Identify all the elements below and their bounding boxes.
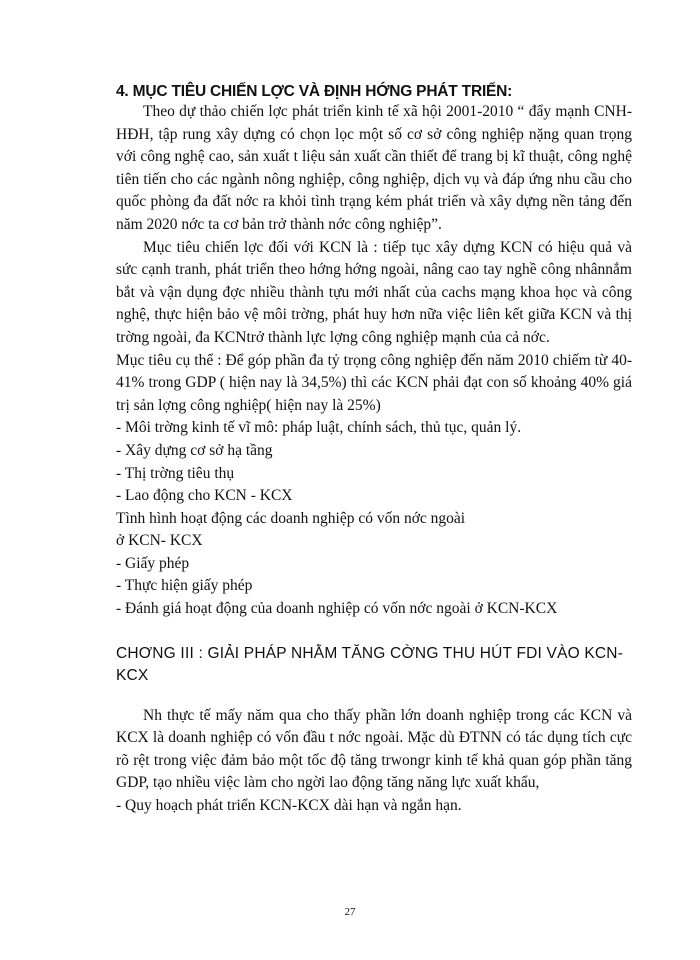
- list-item: Tình hình hoạt động các doanh nghiệp có vốn nớc ngoài: [116, 509, 466, 527]
- list-item: - Thị trờng tiêu thụ: [116, 464, 235, 482]
- list-item: - Thực hiện giấy phép: [116, 577, 253, 595]
- list-item: - Lao động cho KCN - KCX: [116, 487, 293, 505]
- page-content: [116, 83, 632, 818]
- paragraph-specific-goals: Mục tiêu cụ thể : Để góp phần đa tỷ trọng công nghiệp đến năm 2010 chiếm từ 40-41% trong GDP ( hiện nay là 34,5%) thì các KCN phải đạt con số khoảng 40% giá trị sản lợng công nghiệp( hiện nay là 25%): [116, 351, 632, 414]
- list-item: - Đánh giá hoạt động của doanh nghiệp có vốn nớc ngoài ở KCN-KCX: [116, 600, 558, 618]
- paragraph-kcn-goals: Mục tiêu chiến lợc đối với KCN là : tiếp tục xây dựng KCN có hiệu quả và sức cạnh tranh, phát triển theo hớng hớng ngoài, nâng cao tay nghề công nhânnắm bắt và vận dụng đợc nhiều thành tựu mới nhất của cachs mạng khoa học và công nghệ, thực hiện bảo vệ môi trờng, phát huy hơn nữa việc liên kết giữa KCN và thị trờng ngoài, đa KCNtrở thành lực lợng công nghiệp mạnh của cả nớc.: [116, 238, 632, 346]
- list-item: - Quy hoạch phát triển KCN-KCX dài hạn và ngắn hạn.: [116, 797, 462, 815]
- page-number: 27: [344, 906, 356, 918]
- list-item: - Xây dựng cơ sở hạ tầng: [116, 441, 273, 459]
- paragraph-chapter-intro: Nh thực tế mấy năm qua cho thấy phần lớn doanh nghiệp trong các KCN và KCX là doanh nghiệp có vốn đầu t nớc ngoài. Mặc dù ĐTNN có tác dụng tích cực rõ rệt trong việc đảm bảo một tốc độ tăng trwongr kinh tế khả quan góp phần tăng GDP, tạo nhiều việc làm cho ngời lao động tăng năng lực xuất khẩu,: [116, 706, 632, 792]
- paragraph-strategy-draft: Theo dự thảo chiến lợc phát triển kinh tế xã hội 2001-2010 “ đẩy mạnh CNH-HĐH, tập rung xây dựng có chọn lọc một số cơ sở công nghiệp nặng quan trọng với công nghệ cao, sản xuất t liệu sản xuất cần thiết để trang bị kĩ thuật, công nghệ tiên tiến cho các ngành nông nghiệp, công nghiệp, dịch vụ và đáp ứng nhu cầu cho quốc phòng đa đất nớc ra khỏi tình trạng kém phát triển và xây dựng nền tảng đến năm 2020 nớc ta cơ bản trở thành nớc công nghiệp”.: [116, 103, 632, 233]
- section-heading: 4. MỤC TIÊU CHIẾN LỢC VÀ ĐỊNH HỚNG PHÁT TRIỂN:: [116, 83, 513, 100]
- list-item: ở KCN- KCX: [116, 532, 203, 550]
- list-item: - Môi trờng kinh tế vĩ mô: pháp luật, chính sách, thủ tục, quản lý.: [116, 419, 522, 437]
- chapter-title: CHƠNG III : GIẢI PHÁP NHẰM TĂNG CỜNG THU HÚT FDI VÀO KCN- KCX: [116, 644, 624, 684]
- list-item: - Giấy phép: [116, 554, 190, 572]
